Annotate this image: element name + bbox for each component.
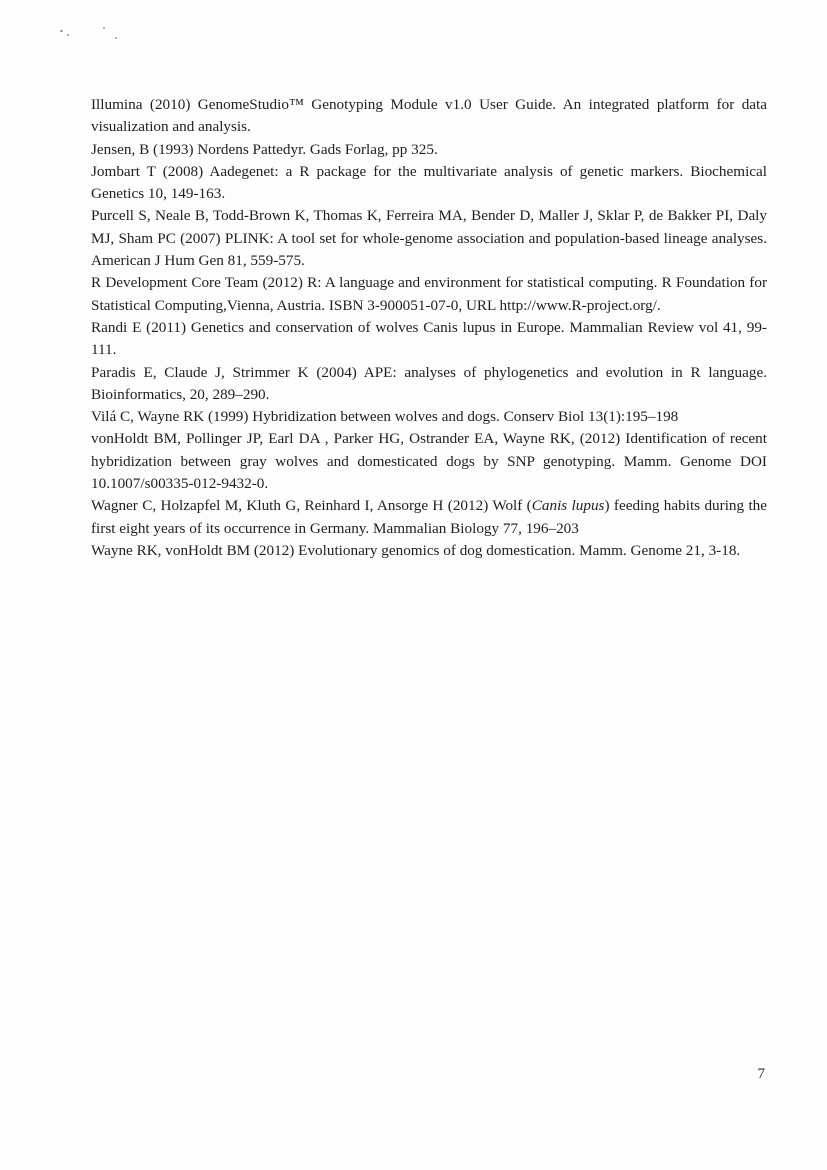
reference-text: Illumina (2010) GenomeStudio™ Genotyping Module v1.0 User Guide. An integrated platform for data visualization and analysis. <box>91 96 767 136</box>
reference-text: ) feeding habits during the first eight years of its occurrence in Germany. Mammalian Biology 77, 196–203 <box>91 497 768 537</box>
reference-text: vonHoldt BM, Pollinger JP, Earl DA , Parker HG, Ostrander EA, Wayne RK, (2012) Identification of recent hybridization between gray wolves and domesticated dogs by SNP genotyping. Mamm. Genome DOI 10.1007/s00335-012-9432-0. <box>91 430 767 493</box>
reference-list <box>91 94 767 562</box>
reference-purcell-2007 <box>91 205 767 272</box>
reference-text: Vilá C, Wayne RK (1999) Hybridization between wolves and dogs. Conserv Biol 13(1):195–198 <box>91 408 679 426</box>
scan-speck <box>60 30 63 32</box>
reference-text: R Development Core Team (2012) R: A language and environment for statistical computing. R Foundation for Statistical Computing,Vienna, Austria. ISBN 3-900051-07-0, URL http://www.R-project.org/. <box>91 274 767 314</box>
reference-text: Jensen, B (1993) Nordens Pattedyr. Gads Forlag, pp 325. <box>91 140 438 158</box>
reference-text: Wagner C, Holzapfel M, Kluth G, Reinhard I, Ansorge H (2012) Wolf ( <box>91 497 532 515</box>
reference-jensen-1993 <box>91 139 767 161</box>
reference-paradis-2004 <box>91 362 767 407</box>
reference-jombart-2008 <box>91 161 767 206</box>
reference-italic-text: Canis lupus <box>531 497 605 515</box>
reference-illumina-2010 <box>91 94 767 139</box>
reference-vila-1999 <box>91 406 767 428</box>
scan-speck <box>115 37 117 39</box>
reference-wagner-2012 <box>91 495 767 540</box>
reference-text: Paradis E, Claude J, Strimmer K (2004) APE: analyses of phylogenetics and evolution in R language. Bioinformatics, 20, 289–290. <box>91 363 767 403</box>
page-number: 7 <box>757 1066 765 1082</box>
reference-vonholdt-2012 <box>91 428 767 495</box>
reference-r-core-2012 <box>91 272 767 317</box>
reference-randi-2011 <box>91 317 767 362</box>
reference-text: Wayne RK, vonHoldt BM (2012) Evolutionary genomics of dog domestication. Mamm. Genome 21, 3-18. <box>91 541 741 559</box>
scan-speck <box>67 34 69 36</box>
scan-speck <box>103 27 105 29</box>
reference-wayne-2012 <box>91 540 767 562</box>
reference-text: Randi E (2011) Genetics and conservation of wolves Canis lupus in Europe. Mammalian Review vol 41, 99-111. <box>91 318 767 359</box>
reference-text: Purcell S, Neale B, Todd-Brown K, Thomas K, Ferreira MA, Bender D, Maller J, Sklar P, de Bakker PI, Daly MJ, Sham PC (2007) PLINK: A tool set for whole-genome association and population-based lineage analyses. American J Hum Gen 81, 559-575. <box>91 207 767 270</box>
reference-text: Jombart T (2008) Aadegenet: a R package for the multivariate analysis of genetic markers. Biochemical Genetics 10, 149-163. <box>91 162 767 203</box>
